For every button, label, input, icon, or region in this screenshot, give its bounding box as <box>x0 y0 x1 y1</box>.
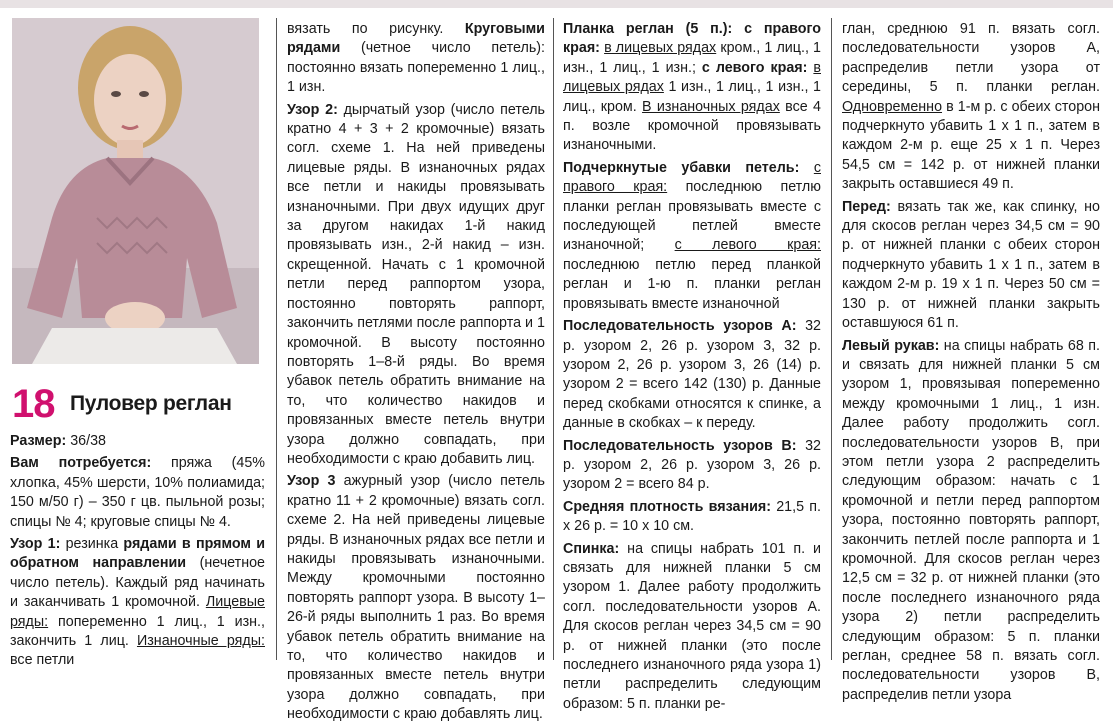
model-photo <box>12 18 259 364</box>
pattern1-text-c: попеременно 1 лиц., 1 изн., закончить 1 лиц. <box>10 613 265 650</box>
front-paragraph <box>842 198 1100 334</box>
knit-rows-underlined: Лицевые ряды: <box>10 594 265 630</box>
rounds-paragraph <box>287 20 545 98</box>
page-top-strip <box>0 0 1113 8</box>
sequence-b-label: Последовательность узоров В: <box>563 437 797 454</box>
pattern1-text-a: резинка <box>65 536 119 553</box>
simultaneously-underlined: Одновременно <box>842 98 943 115</box>
back-continued-text-b: в 1-м р. с обеих сторон подчеркнуто убавить 1 х 1 п., затем в каждом 2-м р. еще 25 х 1 п. Через 54,5 см = 142 р. от нижней планки закрыть оставшиеся 49 п. <box>842 98 1100 193</box>
pattern3-paragraph <box>287 472 545 724</box>
front-text: вязать так же, как спинку, но для скосов реглан через 34,5 см = 90 р. от нижней планки с обеих сторон подчеркнуто убавить 1 х 1 п., затем в каждом 2-м р. 19 х 1 п. Через 50 см = 130 р. от нижней планки закрыть оставшуюся 61 п. <box>842 198 1100 332</box>
column-3 <box>563 20 821 717</box>
size-label: Размер: <box>10 433 67 449</box>
size-line <box>10 432 265 451</box>
column-4 <box>842 20 1100 708</box>
column-divider-1 <box>276 18 277 660</box>
sequence-a-text: 32 р. узором 2, 26 р. узором 3, 32 р. узором 2, 26 р. узором 3, 26 (14) р. узором 2 = всего 142 (130) р. Данные перед скобками относятся к спинке, а данные в скобках – к переду. <box>563 318 821 432</box>
purl-rows-underlined: Изнаночные ряды: <box>136 633 265 650</box>
column-divider-2 <box>553 18 554 660</box>
back-text: на спицы набрать 101 п. и связать для нижней планки 5 см узором 1. Далее работу продолжить согл. последовательности узоров А. Для скосов реглан через 34,5 см = 90 р. от нижней планки (это после последнего изнаночного ряда узора 1) петли распределить следующим образом: 5 п. планки ре- <box>563 540 821 712</box>
raglan-band-paragraph <box>563 20 821 156</box>
size-value: 36/38 <box>70 433 107 449</box>
decrease-paragraph <box>563 159 821 314</box>
pattern2-label: Узор 2: <box>287 101 338 118</box>
sequence-a-label: Последовательность узоров А: <box>563 318 797 335</box>
raglan-purl-rows: В изнаночных рядах <box>642 98 780 115</box>
column-2 <box>287 20 545 728</box>
raglan-right-edge: с правого края: <box>563 21 821 57</box>
column-divider-3 <box>831 18 832 660</box>
pattern-title: Пуловер реглан <box>70 392 232 415</box>
rounds-label: Круговыми рядами <box>287 21 545 57</box>
pattern1-bold: рядами в прямом и обратном направлении <box>10 536 265 572</box>
density-label: Средняя плотность вязания: <box>563 498 772 515</box>
raglan-left-edge: с левого края: <box>701 59 808 76</box>
front-label: Перед: <box>842 198 891 215</box>
back-paragraph <box>563 540 821 715</box>
pattern-heading <box>12 382 262 428</box>
column-1 <box>10 432 265 674</box>
raglan-knit-rows-a: в лицевых рядах <box>604 40 717 57</box>
decrease-left-edge: с левого края: <box>674 237 821 254</box>
decrease-label: Подчеркнутые убавки петель: <box>563 159 800 176</box>
pattern2-paragraph <box>287 101 545 470</box>
left-sleeve-paragraph <box>842 337 1100 706</box>
sequence-a-paragraph <box>563 317 821 433</box>
raglan-text-e: все 4 п. возле кромочной провязывать изнаночными. <box>563 98 821 154</box>
decrease-text-b: последнюю петлю перед планкой реглан и 1-ю п. планки реглан провязывать вместе изнаночной <box>563 256 821 312</box>
sequence-b-text: 32 р. узором 2, 26 р. узором 3, 26 р. узором 2 = всего 84 р. <box>563 437 821 493</box>
pattern1-text-b: (нечетное число петель). Каждый ряд начинать и заканчивать 1 кромочной. <box>10 555 265 611</box>
pattern1-text-d: все петли <box>10 652 75 669</box>
materials-paragraph <box>10 454 265 532</box>
pattern1-paragraph <box>10 535 265 671</box>
back-continued-text-a: глан, среднюю 91 п. вязать согл. последовательности узоров А, распределив петли узора от середины, 5 п. планки реглан. <box>842 21 1100 96</box>
decrease-text-a: последнюю петлю планки реглан провязывать вместе с последующей петлей вместе изнаночной; <box>563 179 821 254</box>
raglan-text-b: кром., 1 лиц., 1 изн., 1 лиц., 1 изн.; <box>563 40 821 76</box>
pattern2-text: дырчатый узор (число петель кратно 4 + 3 + 2 кромочные) вязать согл. схеме 1. На ней приведены лицевые ряды. В изнаночных рядах все петли и накиды провязывать изнаночными. При двух идущих друг за другом накидах 1-й накид провязывать изн., 2-й накид – изн. скрещенной. Начать с 1 кромочной петли перед раппортом узора, постоянно повторять раппорт, закончить петлями после раппорта и 1 кромочной. В высоту постоянно повторять 1–8-й ряды. Во время убавок петель обратить внимание на то, что количество накидов и провязанных вместе петель внутри узора должно совпадать, при необходимости с краю добавить лиц. <box>287 101 546 467</box>
raglan-knit-rows-b: в лицевых рядах <box>563 59 821 96</box>
col2-text-a: вязать по рисунку. <box>287 21 444 37</box>
pattern3-text: ажурный узор (число петель кратно 11 + 2 кромочные) вязать согл. схеме 2. На ней приведены лицевые ряды. В изнаночных рядах все петли и накиды провязывать изнаночными. Между кромочными постоянно повторять раппорт узора. В высоту 1–26-й ряды выполнить 1 раз. Во время убавок петель обратить внимание на то, что количество накидов и провязанных вместе петель внутри узора должно совпадать, при необходимости с краю добавлять лиц. <box>287 473 545 723</box>
decrease-right-edge: с правого края: <box>563 159 821 196</box>
density-paragraph <box>563 498 821 537</box>
sequence-b-paragraph <box>563 437 821 495</box>
left-sleeve-text: на спицы набрать 68 п. и связать для нижней планки 5 см узором 1, провязывая попеременно между кромочными 1 лиц., 1 изн. Далее работу продолжить согл. последовательности узоров В, при этом петли узора 2 распределить следующим образом: начать с 1 кромочной и петли перед раппортом узора, постоянно повторять раппорт, закончить петлей после раппорта и 1 кромочной. Для скосов реглан через 12,5 см = 32 р. от нижней планки (это после последнего изнаночного ряда узора 2) петли распределить следующим образом: 5 п. планки реглан, среднее 58 п. вязать согл. последовательности узоров В, распределив петли узора <box>842 337 1100 703</box>
left-sleeve-label: Левый рукав: <box>842 337 940 354</box>
materials-label: Вам потребуется: <box>10 455 152 472</box>
pattern-number: 18 <box>12 382 55 426</box>
model-photo-illustration <box>12 18 259 364</box>
col2-text-b: (четное число петель): постоянно вязать попеременно 1 лиц., 1 изн. <box>287 40 545 96</box>
back-label: Спинка: <box>563 540 620 557</box>
pattern1-label: Узор 1: <box>10 536 61 553</box>
density-text: 21,5 п. х 26 р. = 10 х 10 см. <box>563 498 821 535</box>
materials-text: пряжа (45% хлопка, 45% шерсти, 10% полиамида; 150 м/50 г) – 350 г цв. пыльной розы; спицы № 4; круговые спицы № 4. <box>10 455 265 530</box>
raglan-band-label: Планка реглан (5 п.): <box>563 21 733 37</box>
raglan-text-d: 1 изн., 1 лиц., 1 изн., 1 лиц., кром. <box>563 79 821 115</box>
back-continued-paragraph <box>842 20 1100 195</box>
pattern3-label: Узор 3 <box>287 473 336 490</box>
